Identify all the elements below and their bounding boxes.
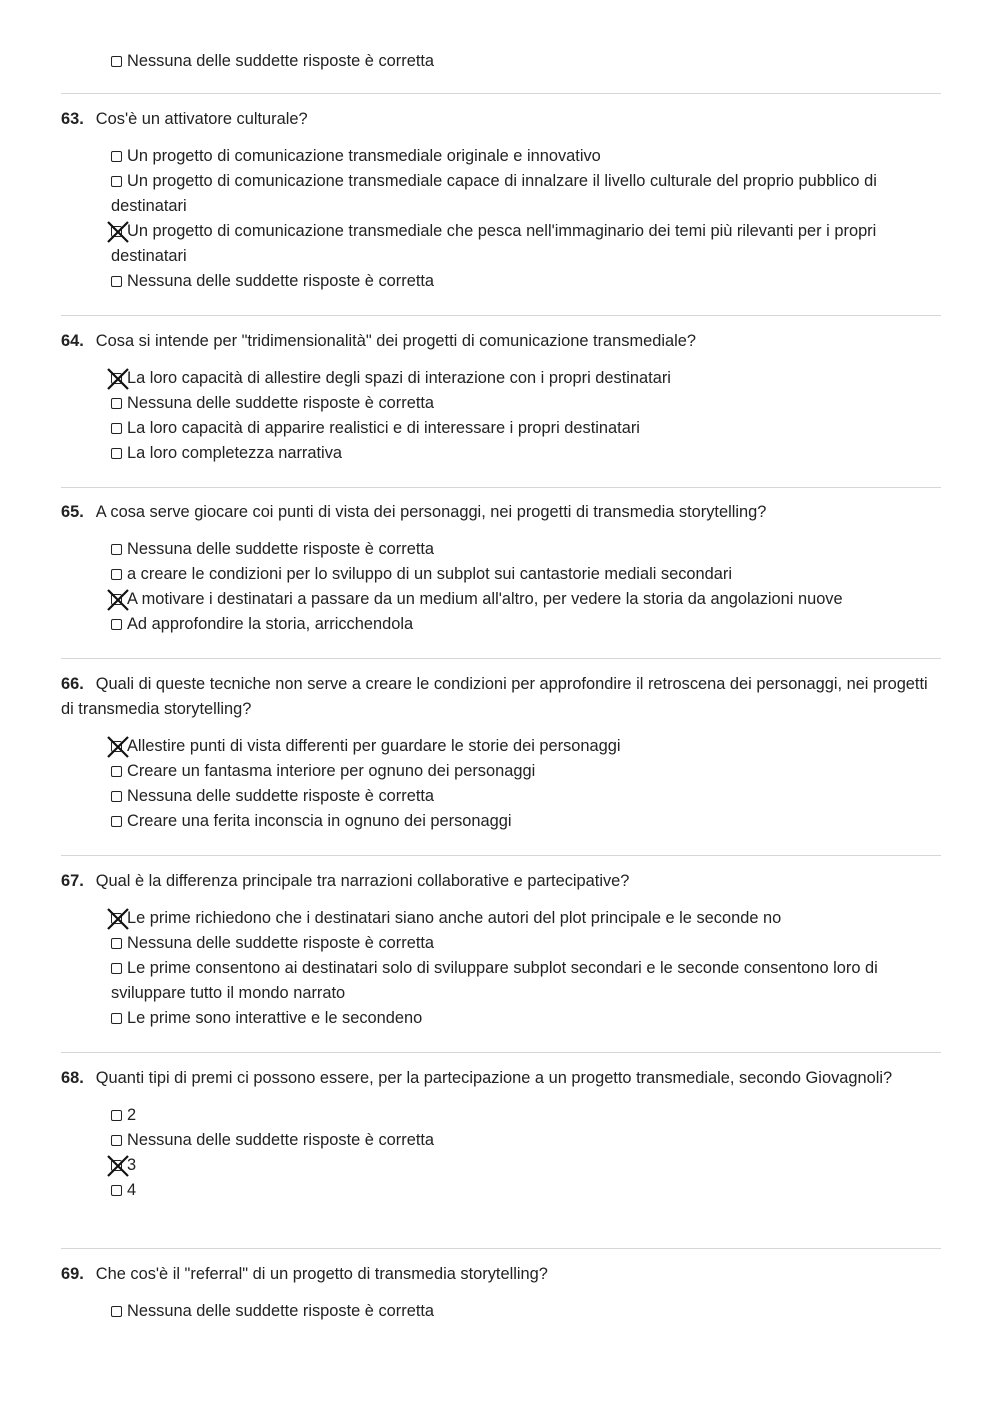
answer-text: 4: [127, 1181, 137, 1199]
checkbox[interactable]: [111, 619, 122, 630]
checkbox[interactable]: [111, 569, 122, 580]
separator: [61, 93, 941, 94]
question-63: [61, 107, 941, 132]
answer-option[interactable]: [111, 562, 941, 587]
answer-text: Nessuna delle suddette risposte è corretta: [127, 540, 435, 558]
answer-option[interactable]: [111, 734, 941, 759]
separator: [61, 487, 941, 488]
checkbox[interactable]: [111, 176, 122, 187]
checkbox[interactable]: [111, 938, 122, 949]
answer-text: Nessuna delle suddette risposte è corretta: [127, 787, 435, 805]
answer-option[interactable]: [111, 366, 941, 391]
checkbox[interactable]: [111, 791, 122, 802]
answer-text: Allestire punti di vista differenti per guardare le storie dei personaggi: [127, 737, 621, 755]
answer-option[interactable]: [111, 269, 941, 294]
checkbox[interactable]: [111, 276, 122, 287]
question-68: [61, 1066, 941, 1091]
question-67: [61, 869, 941, 894]
answer-text: Nessuna delle suddette risposte è corretta: [127, 394, 435, 412]
question-number: 65.: [61, 503, 84, 521]
answer-text: Nessuna delle suddette risposte è corretta: [127, 272, 435, 290]
question-block-68: [61, 1066, 941, 1203]
checkbox[interactable]: [111, 1306, 122, 1317]
x-mark-icon: [107, 908, 129, 930]
question-text: Che cos'è il "referral" di un progetto di transmedia storytelling?: [95, 1265, 548, 1283]
separator: [61, 855, 941, 856]
answer-option[interactable]: [111, 956, 941, 1006]
question-text: Cos'è un attivatore culturale?: [95, 110, 308, 128]
answer-text: Un progetto di comunicazione transmediale originale e innovativo: [127, 147, 601, 165]
checkbox[interactable]: [111, 398, 122, 409]
answer-option[interactable]: [111, 1299, 941, 1324]
checkbox[interactable]: [111, 766, 122, 777]
answer-option[interactable]: [111, 809, 941, 834]
question-64: [61, 329, 941, 354]
checkbox-checked[interactable]: [111, 1160, 122, 1171]
answer-option[interactable]: [111, 49, 991, 74]
checkbox-checked[interactable]: [111, 741, 122, 752]
question-number: 63.: [61, 110, 84, 128]
answer-option[interactable]: [111, 1006, 941, 1031]
answer-text: 3: [127, 1156, 137, 1174]
answer-text: Un progetto di comunicazione transmediale che pesca nell'immaginario dei temi più rilevanti per i propri destinatari: [111, 222, 877, 265]
question-text: Quali di queste tecniche non serve a creare le condizioni per approfondire il retroscena dei personaggi, nei progetti di transmedia storytelling?: [61, 675, 928, 718]
answer-list: [61, 366, 941, 466]
answer-list: [61, 734, 941, 834]
question-block-63: [61, 107, 941, 294]
question-number: 66.: [61, 675, 84, 693]
question-block-66: [61, 672, 941, 834]
answer-text: La loro capacità di apparire realistici e di interessare i propri destinatari: [127, 419, 640, 437]
question-66: [61, 672, 941, 722]
checkbox-checked[interactable]: [111, 913, 122, 924]
question-block-67: [61, 869, 941, 1031]
answer-option[interactable]: [111, 169, 941, 219]
checkbox-checked[interactable]: [111, 594, 122, 605]
question-number: 67.: [61, 872, 84, 890]
answer-list: [61, 906, 941, 1031]
checkbox[interactable]: [111, 1110, 122, 1121]
checkbox[interactable]: [111, 816, 122, 827]
answer-option[interactable]: [111, 1103, 941, 1128]
question-text: Quanti tipi di premi ci possono essere, per la partecipazione a un progetto transmediale, secondo Giovagnoli?: [95, 1069, 893, 1087]
question-text: A cosa serve giocare coi punti di vista dei personaggi, nei progetti di transmedia storytelling?: [95, 503, 767, 521]
answer-option[interactable]: [111, 612, 941, 637]
answer-option[interactable]: [111, 931, 941, 956]
checkbox[interactable]: [111, 1013, 122, 1024]
question-69: [61, 1262, 941, 1287]
checkbox[interactable]: [111, 151, 122, 162]
answer-option[interactable]: [111, 537, 941, 562]
answer-text: a creare le condizioni per lo sviluppo di un subplot sui cantastorie mediali secondari: [127, 565, 732, 583]
checkbox-checked[interactable]: [111, 226, 122, 237]
question-text: Qual è la differenza principale tra narrazioni collaborative e partecipative?: [95, 872, 630, 890]
answer-text: La loro completezza narrativa: [127, 444, 343, 462]
checkbox[interactable]: [111, 56, 122, 67]
separator: [61, 1248, 941, 1249]
x-mark-icon: [107, 736, 129, 758]
checkbox[interactable]: [111, 1185, 122, 1196]
answer-text: Le prime sono interattive e le secondeno: [127, 1009, 423, 1027]
answer-option[interactable]: [111, 416, 941, 441]
question-number: 68.: [61, 1069, 84, 1087]
answer-option[interactable]: [111, 441, 941, 466]
separator: [61, 1052, 941, 1053]
answer-text: Le prime consentono ai destinatari solo di sviluppare subplot secondari e le seconde consentono loro di sviluppare tutto il mondo narrato: [111, 959, 878, 1002]
question-number: 69.: [61, 1265, 84, 1283]
answer-option[interactable]: [111, 1128, 941, 1153]
x-mark-icon: [107, 368, 129, 390]
answer-text: Le prime richiedono che i destinatari siano anche autori del plot principale e le seconde no: [127, 909, 782, 927]
answer-text: Nessuna delle suddette risposte è corretta: [127, 1131, 435, 1149]
answer-text: Nessuna delle suddette risposte è corretta: [127, 934, 435, 952]
checkbox[interactable]: [111, 544, 122, 555]
answer-text: La loro capacità di allestire degli spazi di interazione con i propri destinatari: [127, 369, 671, 387]
answer-text: Nessuna delle suddette risposte è corretta: [127, 1302, 435, 1320]
x-mark-icon: [107, 221, 129, 243]
checkbox[interactable]: [111, 448, 122, 459]
answer-option[interactable]: [111, 144, 941, 169]
answer-option[interactable]: [111, 219, 941, 269]
x-mark-icon: [107, 1155, 129, 1177]
answer-option[interactable]: [111, 784, 941, 809]
answer-option[interactable]: [111, 1178, 941, 1203]
answer-text: Nessuna delle suddette risposte è corretta: [127, 52, 435, 70]
answer-list: [61, 144, 941, 294]
answer-option[interactable]: [111, 587, 941, 612]
checkbox[interactable]: [111, 963, 122, 974]
answer-text: A motivare i destinatari a passare da un medium all'altro, per vedere la storia da angolazioni nuove: [127, 590, 843, 608]
separator: [61, 315, 941, 316]
answer-option[interactable]: [111, 759, 941, 784]
checkbox[interactable]: [111, 1135, 122, 1146]
top-answer-block: [61, 49, 991, 74]
question-number: 64.: [61, 332, 84, 350]
answer-text: Creare un fantasma interiore per ognuno dei personaggi: [127, 762, 536, 780]
answer-text: Un progetto di comunicazione transmediale capace di innalzare il livello culturale del proprio pubblico di destinatari: [111, 172, 877, 215]
answer-text: 2: [127, 1106, 137, 1124]
question-text: Cosa si intende per "tridimensionalità" dei progetti di comunicazione transmediale?: [95, 332, 696, 350]
answer-option[interactable]: [111, 1153, 941, 1178]
separator: [61, 658, 941, 659]
answer-list: [61, 1103, 941, 1203]
question-block-64: [61, 329, 941, 466]
answer-list: [61, 537, 941, 637]
question-block-65: [61, 500, 941, 637]
checkbox[interactable]: [111, 423, 122, 434]
answer-list: [61, 1299, 941, 1324]
checkbox-checked[interactable]: [111, 373, 122, 384]
question-block-69: [61, 1262, 941, 1324]
question-65: [61, 500, 941, 525]
answer-text: Creare una ferita inconscia in ognuno dei personaggi: [127, 812, 512, 830]
answer-option[interactable]: [111, 391, 941, 416]
answer-option[interactable]: [111, 906, 941, 931]
x-mark-icon: [107, 589, 129, 611]
answer-text: Ad approfondire la storia, arricchendola: [127, 615, 414, 633]
